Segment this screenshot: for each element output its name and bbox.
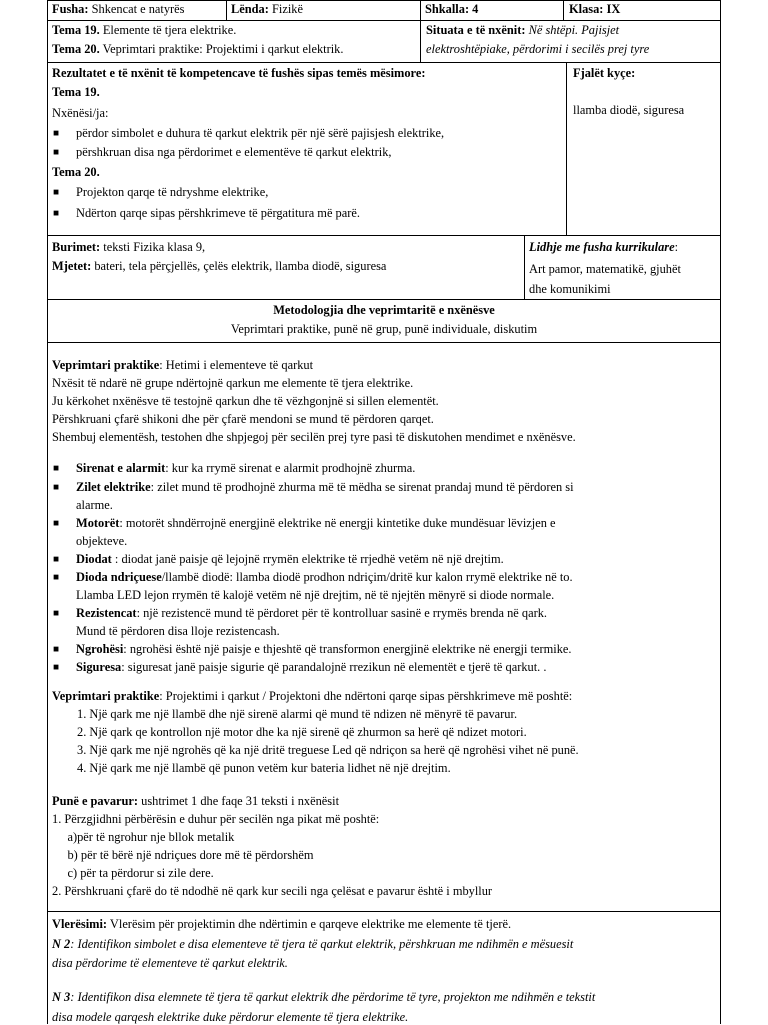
circuit-task: 3. Një qark me një ngrohës që ka një dritë treguese Led që ndriçon sa herë që ngrohësi vihet në punë. bbox=[77, 743, 579, 757]
tema19-subheading: Tema 19. bbox=[52, 85, 100, 99]
lidhje-line: dhe komunikimi bbox=[529, 282, 611, 296]
tema20-text: Veprimtari praktike: Projektimi i qarkut elektrik. bbox=[102, 42, 344, 56]
circuit-task: 1. Një qark me një llambë dhe një sirenë alarmi që mund të ndizen në mënyrë të pavarur. bbox=[77, 707, 518, 721]
vleresimi-line bbox=[52, 917, 511, 932]
element-item bbox=[76, 461, 415, 476]
n3-text: : Identifikon disa elemnete të tjera të qarkut elektrik dhe përdorime të tyre, projekton me ndihmën e tekstit bbox=[70, 990, 596, 1004]
bullet: ■ bbox=[53, 644, 60, 655]
bullet: ■ bbox=[53, 662, 60, 673]
bullet: ■ bbox=[53, 482, 60, 493]
burimet-text: teksti Fizika klasa 9, bbox=[103, 240, 206, 254]
element-desc: : motorët shndërrojnë energjinë elektrike në energji kintetike duke mundësuar lëvizjen e bbox=[119, 516, 556, 530]
fusha-value: Shkencat e natyrës bbox=[91, 2, 185, 16]
mjetet-text: bateri, tela përçjellës, çelës elektrik, llamba diodë, siguresa bbox=[94, 259, 387, 273]
metodologjia-subtitle: Veprimtari praktike, punë në grup, punë individuale, diskutim bbox=[230, 322, 538, 336]
lidhje-label: Lidhje me fusha kurrikulare bbox=[529, 240, 675, 254]
veprimtari1-line bbox=[52, 358, 313, 373]
element-desc: : siguresat janë paisje sigurie që parandalojnë rrezikun në elementët e tjerë të qarkut. . bbox=[121, 660, 547, 674]
n2-label: N 2 bbox=[52, 937, 71, 951]
tema19-text: Elemente të tjera elektrike. bbox=[102, 23, 237, 37]
fjalet-heading: Fjalët kyçe: bbox=[573, 66, 636, 80]
klasa-cell: Klasa: IX bbox=[569, 2, 621, 16]
vleresimi-label: Vlerësimi: bbox=[52, 917, 108, 931]
nxenesi-label: Nxënësi/ja: bbox=[52, 106, 109, 120]
n2-text: : Identifikon simbolet e disa elementeve të tjera të qarkut elektrik, përshkruan me ndihmën e mësuesit bbox=[70, 937, 574, 951]
burimet-label: Burimet: bbox=[52, 240, 101, 254]
element-cont: alarme. bbox=[76, 498, 113, 512]
result-item: përdor simbolet e duhura të qarkut elektrik për një sërë pajisjesh elektrike, bbox=[76, 126, 445, 140]
element-term: Zilet elektrike bbox=[76, 480, 151, 494]
element-term: Motorët bbox=[76, 516, 120, 530]
bullet: ■ bbox=[53, 572, 60, 583]
n2-line1 bbox=[52, 937, 573, 952]
bullet: ■ bbox=[53, 518, 60, 529]
result-item: Projekton qarqe të ndryshme elektrike, bbox=[76, 185, 269, 199]
bullet: ■ bbox=[53, 128, 60, 139]
n2-line2: disa përdorime të elementeve të qarkut elektrik. bbox=[52, 956, 288, 970]
rezultatet-heading: Rezultatet e të nxënit të kompetencave të fushës sipas temës mësimore: bbox=[52, 66, 426, 80]
element-cont: Mund të përdoren disa lloje rezistencash. bbox=[76, 624, 280, 638]
result-item: përshkruan disa nga përdorimet e elementëve të qarkut elektrik, bbox=[76, 145, 392, 159]
fjalet-text: llamba diodë, siguresa bbox=[573, 103, 685, 117]
element-item bbox=[76, 516, 556, 531]
burimet-line bbox=[52, 240, 205, 255]
lidhje-line: Art pamor, matematikë, gjuhët bbox=[529, 262, 681, 276]
element-desc: : një rezistencë mund të përdoret për të kontrolluar sasinë e rrymës brenda në qark. bbox=[136, 606, 548, 620]
veprimtari1-para: Përshkruani çfarë shikoni dhe për çfarë mendoni se mund të përdoren qarqet. bbox=[52, 412, 434, 426]
lidhje-heading bbox=[529, 240, 678, 255]
lenda-label: Lënda: bbox=[231, 2, 269, 16]
pune-item: c) për ta përdorur si zile dere. bbox=[52, 866, 214, 880]
element-item bbox=[76, 660, 546, 675]
element-item bbox=[76, 480, 574, 495]
n3-label: N 3 bbox=[52, 990, 71, 1004]
lenda-cell bbox=[231, 2, 303, 17]
fusha-label: Fusha: bbox=[52, 2, 89, 16]
veprimtari1-para: Shembuj elementësh, testohen dhe shpjegoj për secilën prej tyre pasi të diskutohen mendimet e nxënësve. bbox=[52, 430, 576, 444]
element-desc: : zilet mund të prodhojnë zhurma më të mëdha se sirenat prandaj mund të përdoren si bbox=[150, 480, 574, 494]
bullet: ■ bbox=[53, 208, 60, 219]
pune-label: Punë e pavarur: bbox=[52, 794, 139, 808]
mjetet-line bbox=[52, 259, 386, 274]
result-item: Ndërton qarqe sipas përshkrimeve të përgatitura më parë. bbox=[76, 206, 360, 220]
element-term: Rezistencat bbox=[76, 606, 137, 620]
pune-item: b) për të bërë një ndriçues dore më të përdorshëm bbox=[52, 848, 314, 862]
vleresimi-text: Vlerësim për projektimin dhe ndërtimin e qarqeve elektrike me elemente të tjerë. bbox=[109, 917, 512, 931]
tema20-line bbox=[52, 42, 343, 57]
bullet: ■ bbox=[53, 554, 60, 565]
veprimtari1-label: Veprimtari praktike bbox=[52, 358, 160, 372]
element-cont: objekteve. bbox=[76, 534, 128, 548]
metodologjia-heading: Metodologjia dhe veprimtaritë e nxënësve bbox=[273, 303, 495, 317]
veprimtari2-text: : Projektimi i qarkut / Projektoni dhe ndërtoni qarqe sipas përshkrimeve më poshtë: bbox=[159, 689, 573, 703]
veprimtari1-para: Ju kërkohet nxënësve të testojnë qarkun dhe të vëzhgonjnë si sillen elementët. bbox=[52, 394, 439, 408]
pune-text: ushtrimet 1 dhe faqe 31 teksti i nxënësit bbox=[138, 794, 340, 808]
n3-line2: disa modele qarqesh elektrike duke përdorur elemente të tjera elektrike. bbox=[52, 1010, 409, 1024]
element-item bbox=[76, 642, 572, 657]
fusha-cell bbox=[52, 2, 185, 17]
bullet: ■ bbox=[53, 147, 60, 158]
situata-label: Situata e të nxënit: bbox=[426, 23, 526, 37]
n3-line1 bbox=[52, 990, 595, 1005]
tema19-label: Tema 19. bbox=[52, 23, 100, 37]
element-term: Siguresa bbox=[76, 660, 122, 674]
element-term: Diodat bbox=[76, 552, 112, 566]
lenda-value: Fizikë bbox=[271, 2, 303, 16]
shkalla-cell: Shkalla: 4 bbox=[425, 2, 479, 16]
lidhje-colon: : bbox=[674, 240, 679, 254]
element-item bbox=[76, 570, 573, 585]
situata-text1: Në shtëpi. Pajisjet bbox=[528, 23, 620, 37]
tema20-label: Tema 20. bbox=[52, 42, 100, 56]
bullet: ■ bbox=[53, 187, 60, 198]
veprimtari2-label: Veprimtari praktike bbox=[52, 689, 160, 703]
pune-item: 1. Përzgjidhni përbërësin e duhur për secilën nga pikat më poshtë: bbox=[52, 812, 380, 826]
element-term: Dioda ndriçuese bbox=[76, 570, 162, 584]
tema20-subheading: Tema 20. bbox=[52, 165, 100, 179]
element-cont: Llamba LED lejon rrymën të kalojë vetëm në një drejtim, në të njejtën mënyrë si diode normale. bbox=[76, 588, 555, 602]
situata-line2: elektroshtëpiake, përdorimi i secilës prej tyre bbox=[426, 42, 650, 56]
element-desc: : ngrohësi është një paisje e thjeshtë që transformon energjinë elektrike në energji termike. bbox=[123, 642, 572, 656]
veprimtari1-text: : Hetimi i elementeve të qarkut bbox=[159, 358, 314, 372]
bullet: ■ bbox=[53, 463, 60, 474]
element-term: Ngrohësi bbox=[76, 642, 124, 656]
element-item bbox=[76, 606, 547, 621]
situata-line1 bbox=[426, 23, 619, 38]
tema19-line bbox=[52, 23, 236, 38]
pune-line bbox=[52, 794, 339, 809]
veprimtari1-para: Nxësit të ndarë në grupe ndërtojnë qarkun me elemente të tjera elektrike. bbox=[52, 376, 414, 390]
pune-item: 2. Përshkruani çfarë do të ndodhë në qark kur secili nga çelësat e pavarur është i mbyllur bbox=[52, 884, 493, 898]
element-item bbox=[76, 552, 504, 567]
bullet: ■ bbox=[53, 608, 60, 619]
mjetet-label: Mjetet: bbox=[52, 259, 92, 273]
veprimtari2-line bbox=[52, 689, 572, 704]
element-desc: : diodat janë paisje që lejojnë rrymën elektrike të rrjedhë vetëm në një drejtim. bbox=[111, 552, 504, 566]
circuit-task: 2. Një qark qe kontrollon një motor dhe ka një sirenë që zhurmon sa herë që ndizet motori. bbox=[77, 725, 527, 739]
element-desc: /llambë diodë: llamba diodë prodhon ndriçim/dritë kur kalon rrymë elektrike në to. bbox=[161, 570, 573, 584]
element-term: Sirenat e alarmit bbox=[76, 461, 166, 475]
element-desc: : kur ka rrymë sirenat e alarmit prodhojnë zhurma. bbox=[165, 461, 416, 475]
pune-item: a)për të ngrohur nje bllok metalik bbox=[52, 830, 235, 844]
circuit-task: 4. Një qark me një llambë që punon vetëm kur bateria lidhet në një drejtim. bbox=[77, 761, 451, 775]
